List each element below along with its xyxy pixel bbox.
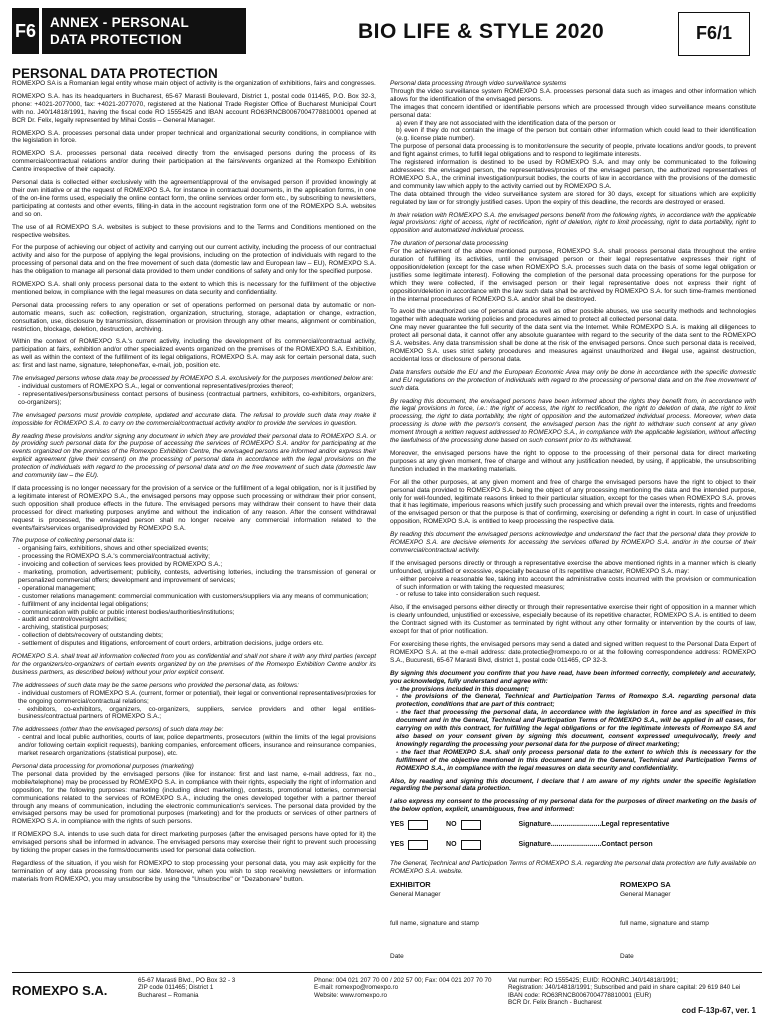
- romexpo-date-field[interactable]: Date: [620, 953, 634, 960]
- address-line: ZIP code 011465; District 1: [138, 984, 214, 992]
- paragraph: If the envisaged persons directly or through a representative exercise the above mentioned rights in a manner which is clearly unfounded, unjustified or excessive, especially because of its repetitive character, ROMEXPO S.A. may:: [390, 559, 756, 575]
- paragraph: Moreover, the envisaged persons have the right to oppose to the processing of their personal data for direct marketing purposes at any given moment, free of charge and without any justification needed, by using, if applicable, the unsubscribing function included in the marketing materials.: [390, 449, 756, 473]
- paragraph: If data processing is no longer necessary for the provision of a service or the fulfillment of a legal obligation, nor is it justified by a legitimate interest of ROMEXPO S.A., the envisaged persons may oppose such processing or withdraw their prior consent, such opposition shall produce effects in the future. The envisaged persons may withdraw their consent to have their data processed for direct marketing purposes anytime and without the indication of any reason. After the consent withdrawal request is processed, the envisaged person shall no longer receive any commercial information related to the events/fairs/services organised/provided by ROMEXPO S.A.: [12, 484, 376, 532]
- list-item: - customer relations management: commercial communication with customers/suppliers via any means of communication;: [18, 592, 369, 600]
- consent-row-contact: [390, 840, 756, 850]
- footer: [12, 972, 762, 1013]
- paragraph: The personal data provided by the envisaged persons (like for instance: first and last name, e-mail address, fax no., mobile/telephone) may be processed by ROMEXPO S.A. in compliance with their rights, especially the right of information and opposition, for the following purposes: marketing (including direct marketing), contests, promotional lotteries, commercial communications related to the services of ROMEXPO S.A., including the ones developed together with a partner thereof through any means of communication, including the electronic communication's services. The personal data provided by the envisaged persons may be used for promotional purposes (marketing) and for the products or services of other partners of ROMEXPO S.A. in compliance with the rights of such persons.: [12, 770, 376, 826]
- paragraph: The envisaged persons whose data may be processed by ROMEXPO S.A. exclusively for the purposes mentioned below are:: [12, 375, 374, 383]
- yes-label: YES: [390, 821, 405, 829]
- list-item: - representatives/persons/business contact persons of business (contractual partners, exhibitors, co-exhibitors, organizers, co-organizers);: [18, 390, 376, 406]
- paragraph: The data obtained through the video surveillance system are stored for 30 days, except for situations which are explicitly regulated by law or for strongly justified cases. Upon the expiry of this deadline, the records are destroyed or erased.: [390, 190, 756, 206]
- paragraph: The use of all ROMEXPO S.A. websites is subject to these provisions and to the Terms and Conditions mentioned on the respective websites.: [12, 223, 376, 239]
- yes-label: YES: [390, 841, 405, 849]
- paragraph: By reading this document, the envisaged persons have been informed about the rights they benefit from, in accordance with the legal provisions in force, i.e.: the right of access, the right to rectification, the right to deletion of data, the right to limit processing, the right to data portability, the right of opposition and the automatized individual process. Moreover, when data processing is done with the person's consent, the envisaged person has the right to withdraw such consent at any given moment through a written request addressed to ROMEXPO S.A., in compliance with the applicable legislation, without affecting the lawfulness of the processing done based on such consent prior to its withdrawal.: [390, 397, 756, 445]
- page-title: PERSONAL DATA PROTECTION: [12, 66, 218, 81]
- footer-address: [138, 977, 235, 999]
- list-item: - individual customers of ROMEXPO S.A. (current, former or potential), their legal or conventional representatives/proxies for the ongoing commercial/contractual relations;: [18, 689, 377, 705]
- list-item: - central and local public authorities, courts of law, police departments, prosecutors (within the limits of the legal provisions and/or following certain explicit requests), banking companies, enforcement officers, insurance and reinsurance companies, market research organizations (statistical purpose), etc.: [18, 734, 376, 758]
- persons-list: [12, 383, 376, 407]
- paragraph: By reading these provisions and/or signing any document in which they are provided their personal data to ROMEXPO S.A. or by providing such personal data for the purpose of accessing the services of ROMEXPO S.A. and/or for participating at the events organized on the premises of the Romexpo Exhibition Centre, the envisaged persons are informed and/or express their explicit agreement (give their consent) on the processing of personal data in accordance with the legal provisions on the protection of individuals with regard to the processing of personal data and on the free movement of such data (domestic law and community law – the EU).: [12, 432, 376, 480]
- list-item: b) even if they do not contain the image of the person but contain other information which could lead to their identification (e.g. license plate number).: [396, 127, 756, 143]
- list-item: - archiving, statistical purposes;: [18, 624, 109, 632]
- fee-list: [390, 576, 756, 600]
- addressees-list-2: [12, 734, 376, 758]
- address-line: Bucharest – Romania: [138, 991, 199, 999]
- list-item: - the fact that processing the personal data, in accordance with the legislation in force and as specified in this document and in the General, Technical and Participation Terms of ROMEXPO S.A., will be applied in all cases, for carrying on with this contract, for fulfilling the legal obligations or for the legitimate interests of Romexpo SA and also based on your consent given by signing this document, consent expressed unequivocally, freely and knowingly regarding the processing your personal data for the purpose of direct marketing;: [396, 709, 756, 748]
- paragraph: Personal data is collected either exclusively with the agreement/approval of the envisaged person if provided knowingly at their own initiative or at the request of ROMEXPO S.A. for instance in contractual documents, in the application forms, in one of the on-line forms used, especially the online contact form, the online services order form etc., by subscribing to newsletters, participating at contests and other events, filling-in data in the account registration form one of the ROMEXPO S.A. websites and so on.: [12, 179, 376, 218]
- list-item: - collection of debts/recovery of outstanding debts;: [18, 632, 163, 640]
- exhibitor-signature-field[interactable]: full name, signature and stamp: [390, 920, 479, 927]
- paragraph: By reading this document the envisaged persons acknowledge and understand the fact that the personal data they provide to ROMEXPO S.A. are decisive elements for accessing the services offered by ROMEXPO S.A. and/or in the course of their commercial/contractual activity.: [390, 531, 756, 554]
- annex-line-1: ANNEX - PERSONAL: [50, 15, 190, 30]
- paragraph: ROMEXPO S.A. has its headquarters in Bucharest, 65-67 Marasti Boulevard, District 1, postal code 011465, P.O. Box 32-3, phone: +4021-2077000, fax: +4021-2077070, registered at the National Trade Register Office of Bucharest Municipal Court with no. J40/14818/1991, having the fiscal code RO 1555425 and IBAN account RO63RNCB0067004778810001 opened at BCR Dr. Felix, legally represented by Mihai Costis – General Manager.: [12, 92, 376, 124]
- paragraph: For the purpose of achieving our object of activity and carrying out our current activity, including the process of our contractual activity and also for the purpose of applying the legal provisions, including on the protection of individuals with regard to the processing of personal data and on the free movement of such data (domestic law and European law – EU), ROMEXPO S.A. has the obligation to manage all personal data provided to them under conditions of safety and only for the specified purpose.: [12, 244, 376, 276]
- list-item: - operational management;: [18, 584, 96, 592]
- list-item: - exhibitors, co-exhibitors, organizers, co-organizers, suppliers, service providers and other legal entities-business/contractual partners of ROMEXPO S.A.;: [18, 705, 376, 721]
- exhibitor-label: EXHIBITOR: [390, 880, 431, 889]
- paragraph: ROMEXPO S.A. shall treat all information collected from you as confidential and shall not share it with any third parties (except for the organizers/co-organizers of certain events organized by on the premises of the Romexpo Exhibition Centre and/or its business partners, as described below) without your prior explicit consent.: [12, 653, 376, 676]
- section-heading: The duration of personal data processing: [390, 240, 509, 248]
- section-heading: The purpose of collecting personal data is:: [12, 537, 135, 545]
- paragraph: ROMEXPO S.A. shall only process personal data to the extent to which this is necessary for the fulfillment of the objective mentioned below, in compliance with the legal measures on data security and confidentiality.: [12, 281, 376, 296]
- list-item: a) even if they are not associated with the identification data of the person or: [396, 119, 616, 127]
- romexpo-role: General Manager: [620, 891, 671, 898]
- paragraph: Also, by reading and signing this document, I declare that I am aware of my rights under the specific legislation regarding the personal data protection.: [390, 777, 756, 793]
- paragraph: Through the video surveillance system ROMEXPO S.A. processes personal data such as images and other information which allows for the identification of the envisaged persons.: [390, 87, 756, 103]
- list-item: - audit and control/oversight activities;: [18, 616, 127, 624]
- signature-contact-person[interactable]: Signature..........................Contact person: [518, 841, 653, 849]
- consent-row-legal: [390, 820, 756, 830]
- paragraph: ROMEXPO S.A. processes personal data under proper technical and organizational security conditions, in compliance with the legislation in force.: [12, 129, 376, 145]
- paragraph: For exercising these rights, the envisaged persons may send a dated and signed written request to the Personal Data Expert of ROMEXPO S.A. at the e-mail address: date.protectie@romexpo.ro or at the following correspondence address: ROMEXPO S.A., Bucuresti, 65-67 Marasti Blvd, district 1, postal code 011465, CP 32-3.: [390, 641, 756, 664]
- paragraph: If ROMEXPO S.A. intends to use such data for direct marketing purposes (after the envisaged persons have opted for it) the envisaged persons shall be informed in advance. The envisaged persons may exercise their right to prevent such processing by ticking the proper cases in the forms/documents used for personal data collection.: [12, 831, 376, 855]
- list-item: - the provisions included in this document;: [396, 685, 529, 693]
- yes-checkbox[interactable]: [408, 840, 428, 850]
- list-item: - processing the ROMEXPO S.A.'s commercial/contractual activity;: [18, 553, 210, 561]
- bank-text: BCR Dr. Felix Branch - Bucharest: [508, 998, 602, 1006]
- header: [12, 8, 762, 58]
- romexpo-party: [620, 880, 709, 960]
- list-item: - the fact that ROMEXPO S.A. shall only process personal data to the extent to which this is necessary for the fulfillment of the objective mentioned in this document and in the General, Technical and Participation Terms of ROMEXPO S.A., in compliance with the legal measures on data security and confidentiality.: [396, 748, 756, 772]
- paragraph: ROMEXPO S.A. processes personal data received directly from the envisaged persons during the process of its commercial/contractual relations and/or during their participation at the fairs/events organized at the Romexpo Exhibition Centre irrespective of their capacity.: [12, 150, 376, 174]
- list-item: - individual customers of ROMEXPO S.A., legal or conventional representatives/proxies thereof;: [18, 383, 294, 390]
- romexpo-logo: ROMEXPO S.A.: [12, 983, 108, 998]
- purposes-list: [12, 545, 376, 648]
- exhibitor-date-field[interactable]: Date: [390, 953, 404, 960]
- form-badge: F6: [12, 8, 39, 54]
- list-item: - fulfillment of any incidental legal obligations;: [18, 600, 149, 608]
- no-checkbox[interactable]: [461, 840, 481, 850]
- exhibitor-party: [390, 880, 479, 960]
- romexpo-label: ROMEXPO SA: [620, 880, 671, 889]
- paragraph: In their relation with ROMEXPO S.A. the envisaged persons benefit from the following rights, in accordance with the applicable legal provisions: right of access, right of rectification, right of deletion, right to limit processing, right to data portability, right to opposition and automatized individual process.: [390, 211, 756, 235]
- paragraph: The addressees of such data may be the same persons who provided the personal data, as follows:: [12, 681, 299, 689]
- paragraph: Regardless of the situation, if you wish for ROMEXPO to stop processing your personal data, you may ask explicitly for the termination of any data processing from our side. Moreover, when you wish to stop receiving newsletters or information materials from ROMEXPO, you may unsubscribe by using the "Unsubscribe" or "Dezabonare" button.: [12, 859, 376, 883]
- paragraph: The addressees (other than the envisaged persons) of such data may be:: [12, 726, 224, 734]
- left-column: [12, 80, 376, 889]
- list-item: - either perceive a reasonable fee, taking into account the administrative costs incurred with the provision or communication of such information or with taking the requested measures;: [396, 575, 756, 591]
- paragraph: I also express my consent to the processing of my personal data for the purposes of direct marketing on the basis of the below option, explicit, unambiguous, free and informed:: [390, 798, 756, 814]
- annex-line-2: DATA PROTECTION: [50, 32, 182, 47]
- document-code: cod F-13p-67, ver. 1: [681, 1006, 756, 1015]
- paragraph: The purpose of personal data processing is to monitor/ensure the security of people, private locations and/or goods, to prevent and fight against crimes, to fulfill legal obligations and to respond to legitimate interests.: [390, 143, 756, 159]
- signature-legal-representative[interactable]: Signature..........................Legal representative: [518, 821, 670, 829]
- no-label: NO: [446, 821, 457, 829]
- website-text: Website: www.romexpo.ro: [314, 991, 388, 999]
- no-label: NO: [446, 841, 457, 849]
- list-item: - or refuse to take into consideration such request.: [396, 591, 541, 599]
- no-checkbox[interactable]: [461, 820, 481, 830]
- paragraph: To avoid the unauthorized use of personal data as well as other possible abuses, we use security methods and technologies together with adequate working policies and procedures aimed to protect all collected personal data.: [390, 308, 756, 324]
- paragraph: The envisaged persons must provide complete, updated and accurate data. The refusal to provide such data may make it impossible for ROMEXPO S.A. to carry on the commercial/contractual activity and/or to provide the services in question.: [12, 411, 376, 427]
- list-item: - marketing, promotion, advertisement; publicity, contests, advertising lotteries, including the transmission of general or personalized commercial offers; development and improvement of services;: [18, 569, 376, 584]
- event-title: BIO LIFE & STYLE 2020: [358, 20, 605, 43]
- email-text: E-mail: romexpo@romexpo.ro: [314, 984, 399, 992]
- right-column: [390, 80, 756, 881]
- annex-title: [42, 8, 246, 54]
- iban-text: IBAN code: RO63RNCB0067004778810001 (EUR): [508, 991, 652, 999]
- paragraph: The images that concern identified or identifiable persons which are processed through video surveillance means constitute personal data:: [390, 103, 756, 119]
- yes-checkbox[interactable]: [408, 820, 428, 830]
- paragraph: Data transfers outside the EU and the European Economic Area may only be done in accordance with the specific domestic and EU regulations on the protection of individuals with regard to the processing of personal data and on the free movement of such data.: [390, 368, 756, 392]
- list-item: - invoicing and collection of services fees provided by ROMEXPO S.A.;: [18, 561, 223, 569]
- section-heading: Personal data processing through video surveillance systems: [390, 80, 567, 87]
- paragraph: One may never guarantee the full security of the data sent via the Internet. While ROMEXPO S.A. is making all diligences to protect all personal data, it cannot offer any absolute guarantee with regard to the security of the data sent to the ROMEXPO S.A. websites. Any data transmission shall be done at the risk of the envisaged persons. Once such personal data is received, ROMEXPO S.A. uses strict safety procedures and measures against unauthorized and illegal use, against destruction, accidental loss or disclosure of personal data.: [390, 324, 756, 363]
- paragraph: Within the context of ROMEXPO S.A.'s current activity, including the development of its commercial/contractual activity, participation at fairs, exhibition and/or other specialized events organized on the premises of the ROMEXPO S.A. Exhibition, as well as within the context of the fulfillment of its legal obligations, ROMEXPO S.A. may ask for certain personal data, such as: first and last name, signature, telephone/fax, e-mail, job, position etc.: [12, 338, 376, 370]
- romexpo-signature-field[interactable]: full name, signature and stamp: [620, 920, 709, 927]
- paragraph: For all the other purposes, at any given moment and free of charge the envisaged persons have the right to object to their personal data provided to ROMEXPO S.A. being the object of any processing mentioning the data and the intended purpose, only for well-founded, legitimate reasons linked to their particular situation, except for the cases when ROMEXPO S.A. proves that it has legitimate, imperious reasons which justify such processing and which prevail over the interests, rights and freedoms of the envisaged person or that the purpose is that of confirming, exercising or defending a right in court. In case of unjustified opposition, ROMEXPO S.A. is entitled to keep processing the respective data.: [390, 478, 756, 526]
- exhibitor-role: General Manager: [390, 891, 441, 898]
- list-item: - the provisions of the General, Technical and Participation Terms of Romexpo S.A. regarding personal data protection, conditions that are part of this contract;: [396, 693, 756, 709]
- paragraph: For the achievement of the above mentioned purpose, ROMEXPO S.A. shall process personal data throughout the entire duration of fulfilling its activities, until the envisaged person or their legal representative expresses their right of opposition/deletion (except for the case when ROMEXPO S.A. processes such data on the basis of some legal obligation or justifies some legitimate interest). Following the completion of the personal data processing operations for the purpose for which they were collected, if the envisaged person or their legal representative does not express their right of opposition/deletion in accordance with the law such data shall be archived by ROMEXPO S.A. for such time-frames mentioned in the internal procedures of ROMEXPO S.A. and/or shall be destroyed.: [390, 248, 756, 303]
- addressees-list: [12, 690, 376, 722]
- paragraph: Personal data processing refers to any operation or set of operations performed on personal data by automatic or non-automatic means, such as: collection, registration, organization, structuring, storage, adaptation or change, extraction, consultation, use, disclosure by transmission, dissemination or provision through any other means, alignment or combination, restriction, blockage, deletion, destruction, archiving.: [12, 301, 376, 333]
- paragraph: By signing this document you confirm that you have read, have been informed correctly, completely and accurately, you acknowledge, fully understand and agree with:: [390, 669, 756, 685]
- footer-registration: [508, 977, 740, 1006]
- consent-list: [390, 686, 756, 773]
- paragraph: ROMEXPO SA is a Romanian legal entity whose main object of activity is the organization of exhibitions, fairs and congresses.: [12, 80, 376, 87]
- paragraph: Also, if the envisaged persons either directly or through their representative exercise their right of opposition in a manner which is clearly unfounded, unjustified or excessive, especially because of its repetitive character, ROMEXPO S.A. is entitled to deem the Contract signed with its Customer as terminated by right without any other formality or intervention by the courts of law, except for that of prior notification.: [390, 604, 756, 636]
- address-line: 65-67 Marasti Blvd., PO Box 32 - 3: [138, 977, 236, 984]
- form-number: F6/1: [678, 12, 750, 56]
- list-item: - communication with public or public interest bodies/authorities/institutions;: [18, 608, 235, 616]
- section-heading: Personal data processing for promotional purposes (marketing): [12, 762, 194, 770]
- paragraph: The registered information is destined to be used by ROMEXPO S.A. and may only be communicated to the following addressees: the envisaged person, the representatives/proxies of the envisaged person, the authorized representatives of ROMEXPO S.A., the criminal investigation/pursuit bodies, the courts of law in accordance with the provisions of the domestic and community law which apply to the activity carried out by ROMEXPO S.A.: [390, 159, 756, 190]
- list-item: - organising fairs, exhibitions, shows and other specialized events;: [18, 545, 209, 553]
- list-item: - settlement of disputes and litigations, enforcement of court orders, arbitration decisions, judge orders etc.: [18, 640, 324, 648]
- phone-text: Phone: 004 021 207 70 00 / 202 57 00; Fax: 004 021 207 70 70: [314, 977, 492, 984]
- video-list: [390, 120, 756, 144]
- registration-text: Registration: J40/14818/1991; Subscribed and paid in share capital: 29 619 840 Lei: [508, 984, 741, 992]
- paragraph: The General, Technical and Participation Terms of ROMEXPO S.A. regarding the personal data protection are fully available on ROMEXPO S.A. website.: [390, 860, 756, 876]
- vat-text: Vat number: RO 1555425; EUID: ROONRC.J40/14818/1991;: [508, 977, 678, 984]
- footer-contact: [314, 977, 492, 999]
